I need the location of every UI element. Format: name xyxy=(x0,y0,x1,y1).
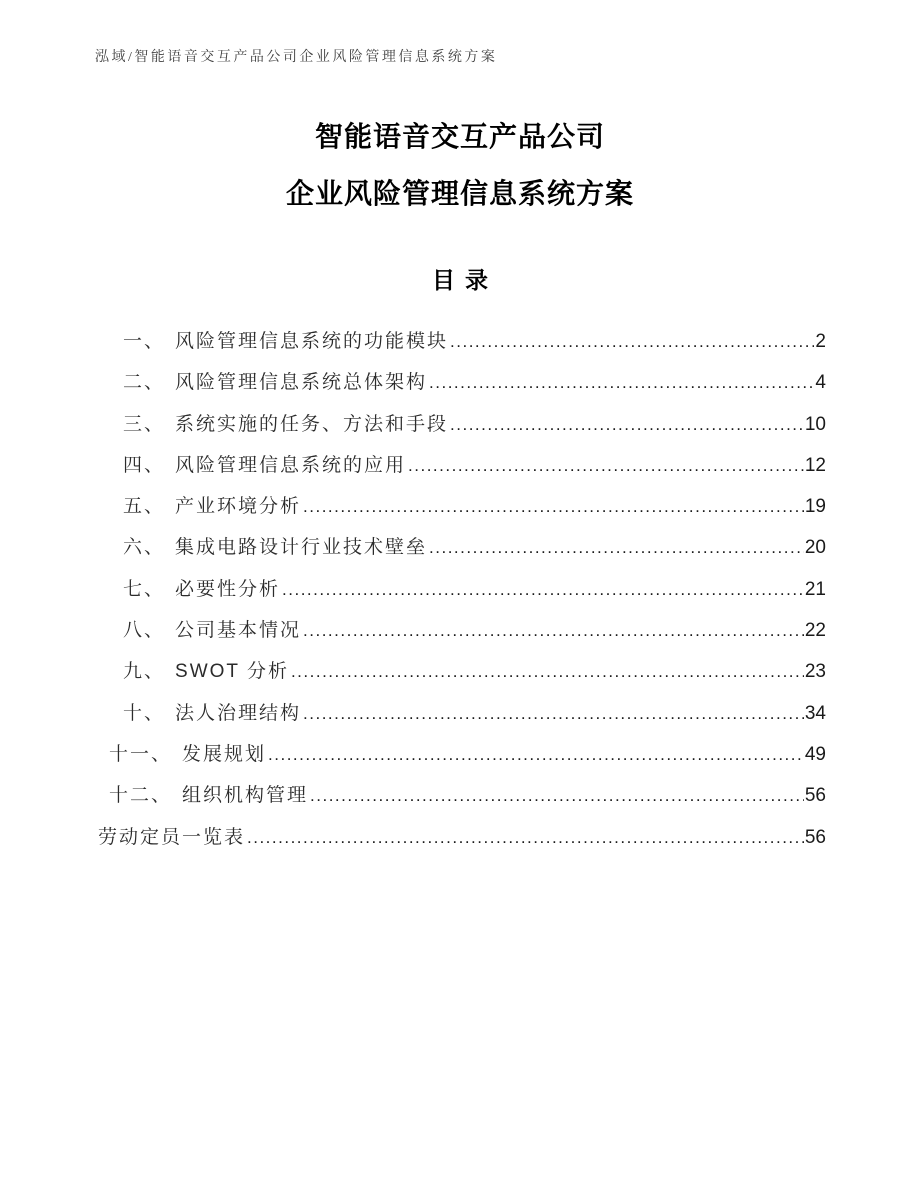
toc-leader-dots xyxy=(303,486,804,527)
doc-title-line1: 智能语音交互产品公司 xyxy=(314,121,605,152)
toc-entry[interactable] xyxy=(98,486,826,527)
toc-entry-title: 法人治理结构 xyxy=(175,702,302,724)
toc-entry-number: 六、 xyxy=(123,537,166,559)
toc-entry[interactable] xyxy=(98,651,826,692)
toc-list xyxy=(98,321,826,858)
toc-leader-dots xyxy=(429,362,814,403)
toc-leader-dots xyxy=(268,734,804,775)
toc-entry[interactable] xyxy=(98,775,826,816)
toc-entry[interactable] xyxy=(98,527,826,568)
toc-leader-dots xyxy=(303,693,804,734)
toc-entry-number: 十二、 xyxy=(109,785,173,807)
toc-entry-title: 发展规划 xyxy=(182,743,267,765)
toc-entry-title: 公司基本情况 xyxy=(175,620,302,642)
toc-page-number: 23 xyxy=(804,661,826,683)
toc-page-number: 2 xyxy=(815,331,826,352)
toc-leader-dots xyxy=(450,404,804,445)
toc-entry-title: 组织机构管理 xyxy=(182,785,309,807)
toc-leader-dots xyxy=(450,321,814,362)
toc-page-number: 56 xyxy=(804,826,826,848)
toc-page-number: 56 xyxy=(804,785,826,807)
toc-entry[interactable] xyxy=(98,404,826,445)
toc-entry-title: 风险管理信息系统的应用 xyxy=(175,454,407,476)
toc-entry-number: 四、 xyxy=(123,454,166,476)
toc-page-number: 49 xyxy=(804,743,826,765)
toc-page-number: 12 xyxy=(804,454,826,476)
toc-entry[interactable] xyxy=(98,734,826,775)
toc-entry-number: 五、 xyxy=(123,496,166,518)
toc-entry[interactable] xyxy=(98,817,826,858)
toc-entry-title: 风险管理信息系统总体架构 xyxy=(175,372,428,394)
toc-page-number: 22 xyxy=(804,620,826,642)
toc-leader-dots xyxy=(310,775,804,816)
toc-page-number: 10 xyxy=(804,413,826,435)
toc-leader-dots xyxy=(303,610,804,651)
toc-entry[interactable] xyxy=(98,693,826,734)
toc-entry-title: 产业环境分析 xyxy=(175,496,302,518)
toc-entry[interactable] xyxy=(98,610,826,651)
toc-leader-dots xyxy=(247,817,804,858)
toc-entry-number: 一、 xyxy=(123,331,166,352)
toc-page-number: 19 xyxy=(804,496,826,518)
toc-entry-title: 系统实施的任务、方法和手段 xyxy=(175,413,449,435)
toc-page-number: 34 xyxy=(804,702,826,724)
toc-entry-number: 十一、 xyxy=(109,743,173,765)
toc-page-number: 21 xyxy=(804,578,826,600)
toc-entry-title: 集成电路设计行业技术壁垒 xyxy=(175,537,428,559)
toc-entry-number: 八、 xyxy=(123,620,166,642)
toc-entry-number: 二、 xyxy=(123,372,166,394)
toc-entry[interactable] xyxy=(98,569,826,610)
toc-entry[interactable] xyxy=(98,362,826,403)
toc-leader-dots xyxy=(429,527,804,568)
toc-leader-dots xyxy=(282,569,804,610)
toc-page-number: 20 xyxy=(804,537,826,559)
toc-entry-title: 必要性分析 xyxy=(175,578,281,600)
doc-title-line2: 企业风险管理信息系统方案 xyxy=(285,178,634,209)
page-header: 泓域/智能语音交互产品公司企业风险管理信息系统方案 xyxy=(95,50,498,65)
toc-entry-number: 十、 xyxy=(123,702,166,724)
toc-entry-number: 九、 xyxy=(123,661,166,683)
toc-heading: 目录 xyxy=(432,267,498,293)
toc-entry-title: 风险管理信息系统的功能模块 xyxy=(175,331,449,352)
toc-entry-title: 劳动定员一览表 xyxy=(98,826,246,848)
toc-leader-dots xyxy=(291,651,804,692)
toc-leader-dots xyxy=(408,445,804,486)
toc-entry-number: 七、 xyxy=(123,578,166,600)
toc-entry-title: SWOT 分析 xyxy=(175,661,289,683)
toc-page-number: 4 xyxy=(815,372,826,394)
toc-entry-number: 三、 xyxy=(123,413,166,435)
toc-entry[interactable] xyxy=(98,445,826,486)
toc-entry[interactable] xyxy=(98,321,826,362)
